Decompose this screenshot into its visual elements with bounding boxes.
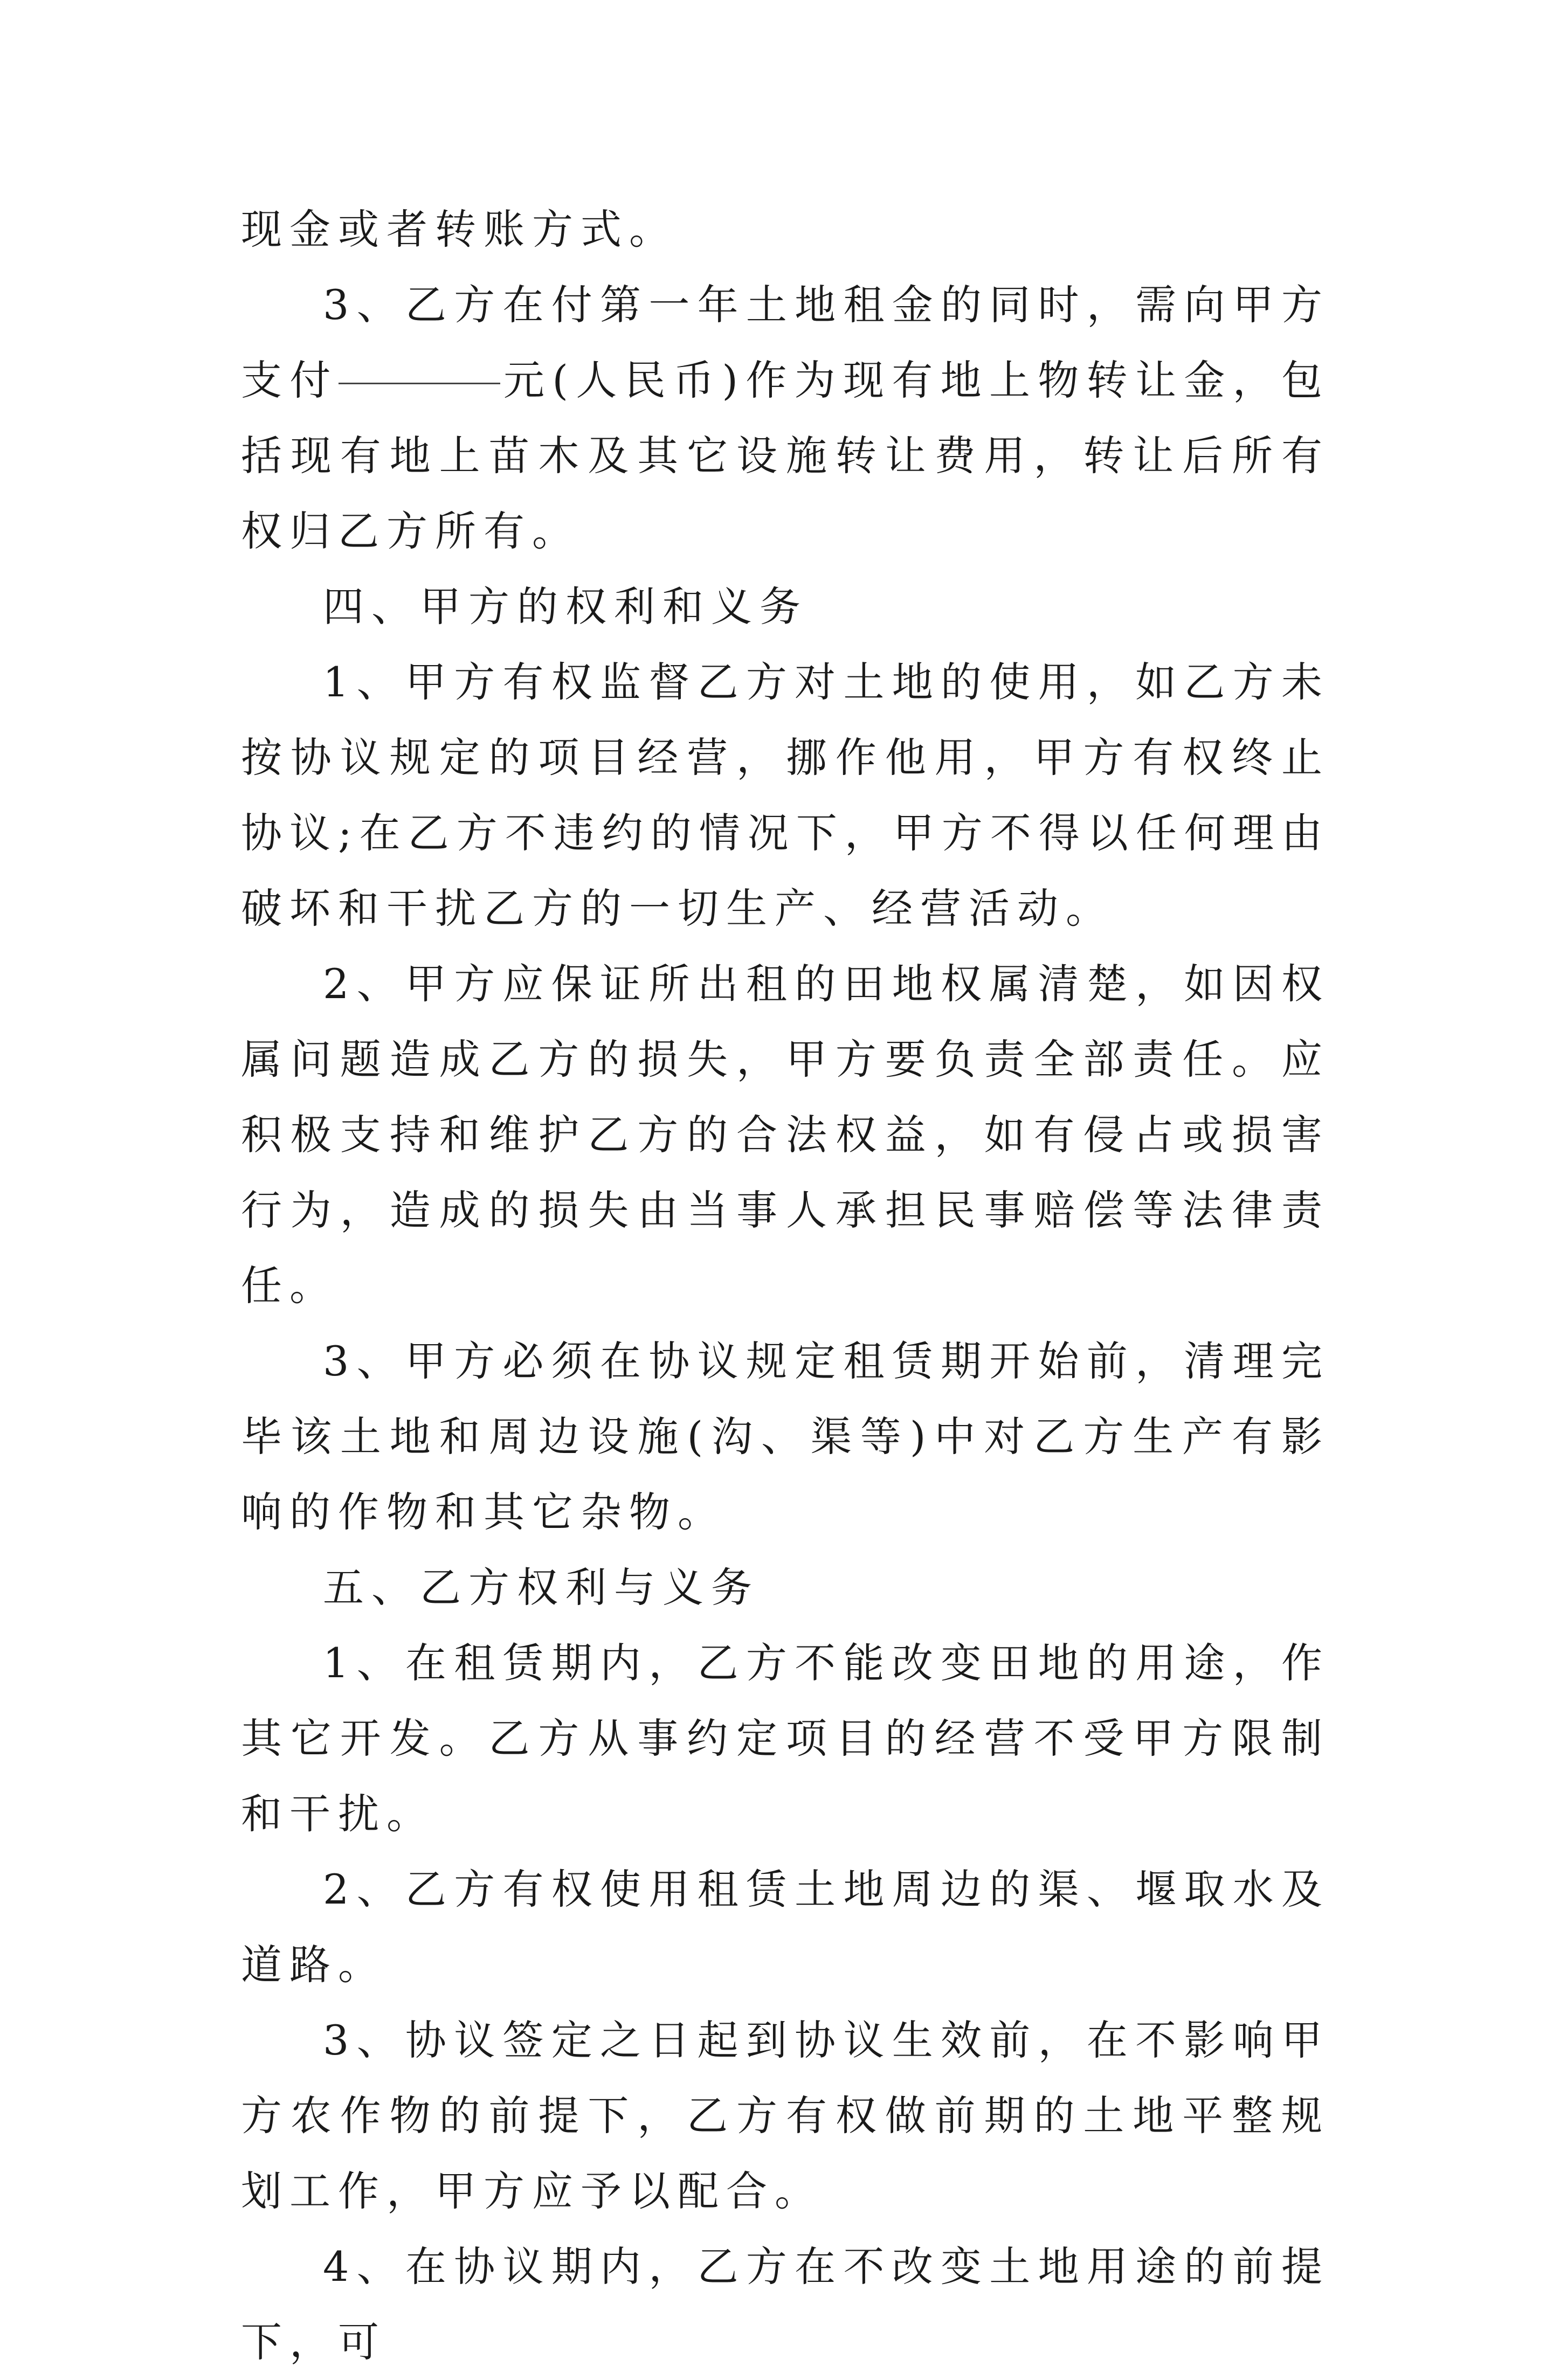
section-heading-party-a: 四、甲方的权利和义务: [323, 583, 808, 631]
paragraph-payment-method: 现金或者转账方式。: [241, 205, 678, 253]
paragraph-party-a-1: 1、甲方有权监督乙方对土地的使用，如乙方未按协议规定的项目经营，挪作他用，甲方有权终止协议;在乙方不违约的情况下，甲方不得以任何理由破坏和干扰乙方的一切生产、经营活动。: [241, 658, 1330, 932]
paragraph-transfer-fee: [241, 267, 1330, 569]
transfer-fee-lead: 3、乙方在付第一年土地租金的同时，需向甲方支付: [241, 281, 1330, 404]
amount-blank-line: [339, 380, 500, 384]
paragraph-party-b-2: 2、乙方有权使用租赁土地周边的渠、堰取水及道路。: [241, 1865, 1330, 1989]
transfer-fee-rest: 元(人民币)作为现有地上物转让金，包括现有地上苗木及其它设施转让费用，转让后所有权归乙方所有。: [241, 356, 1330, 555]
document-body: [241, 192, 1330, 2380]
paragraph-party-a-3: 3、甲方必须在协议规定租赁期开始前，清理完毕该土地和周边设施(沟、渠等)中对乙方生产有影响的作物和其它杂物。: [241, 1337, 1330, 1536]
section-heading-party-b: 五、乙方权利与义务: [323, 1563, 760, 1611]
paragraph-party-a-2: 2、甲方应保证所出租的田地权属清楚，如因权属问题造成乙方的损失，甲方要负责全部责任。应积极支持和维护乙方的合法权益，如有侵占或损害行为，造成的损失由当事人承担民事赔偿等法律责任。: [241, 960, 1330, 1310]
paragraph-party-b-4: 4、在协议期内，乙方在不改变土地用途的前提下，可: [241, 2243, 1330, 2366]
paragraph-party-b-3: 3、协议签定之日起到协议生效前，在不影响甲方农作物的前提下，乙方有权做前期的土地平整规划工作，甲方应予以配合。: [241, 2016, 1330, 2215]
paragraph-party-b-1: 1、在租赁期内，乙方不能改变田地的用途，作其它开发。乙方从事约定项目的经营不受甲方限制和干扰。: [241, 1639, 1330, 1838]
